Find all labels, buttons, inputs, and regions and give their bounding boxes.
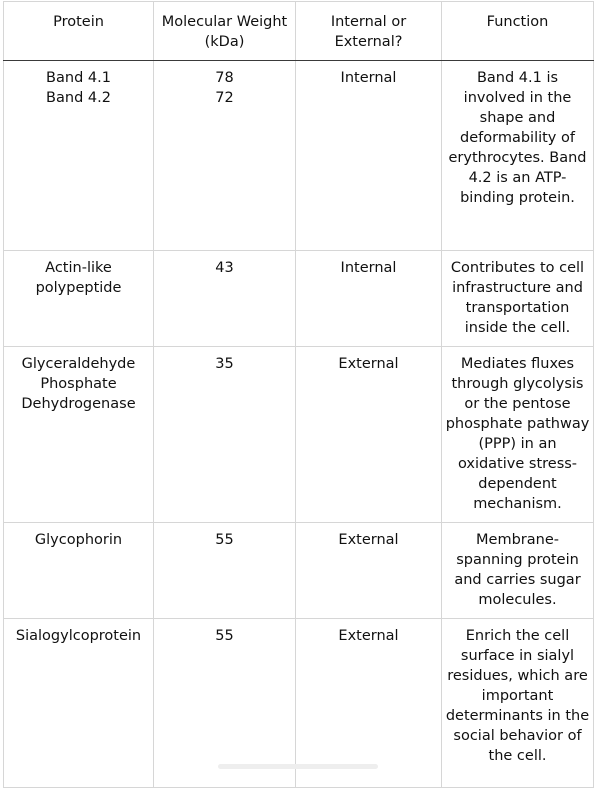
- header-protein: Protein: [4, 2, 154, 61]
- cell-function: Enrich the cell surface in sialyl residues, which are important determinants in the social behavior of the cell.: [442, 619, 594, 788]
- table-row: [4, 61, 594, 251]
- cell-protein: Actin-like polypeptide: [4, 251, 154, 347]
- cell-location: External: [296, 347, 442, 523]
- horizontal-scrollbar[interactable]: [218, 764, 378, 769]
- cell-function: Band 4.1 is involved in the shape and deformability of erythrocytes. Band 4.2 is an ATP-binding protein.: [442, 61, 594, 251]
- cell-molecular-weight: 55: [154, 523, 296, 619]
- header-molecular-weight: Molecular Weight (kDa): [154, 2, 296, 61]
- table-row: [4, 619, 594, 788]
- cell-molecular-weight: 43: [154, 251, 296, 347]
- cell-function: Membrane-spanning protein and carries sugar molecules.: [442, 523, 594, 619]
- header-location: Internal or External?: [296, 2, 442, 61]
- cell-function: Mediates fluxes through glycolysis or the pentose phosphate pathway (PPP) in an oxidative stress-dependent mechanism.: [442, 347, 594, 523]
- cell-location: Internal: [296, 251, 442, 347]
- cell-protein: Glyceraldehyde Phosphate Dehydrogenase: [4, 347, 154, 523]
- cell-protein: Band 4.1 Band 4.2: [4, 61, 154, 251]
- cell-molecular-weight: 55: [154, 619, 296, 788]
- cell-location: External: [296, 619, 442, 788]
- cell-location: Internal: [296, 61, 442, 251]
- table-row: [4, 347, 594, 523]
- cell-protein: Sialogylcoprotein: [4, 619, 154, 788]
- table-row: [4, 523, 594, 619]
- protein-table: [3, 1, 594, 788]
- cell-protein: Glycophorin: [4, 523, 154, 619]
- header-function: Function: [442, 2, 594, 61]
- table-row: [4, 251, 594, 347]
- header-row: [4, 2, 594, 61]
- cell-molecular-weight: 78 72: [154, 61, 296, 251]
- cell-molecular-weight: 35: [154, 347, 296, 523]
- cell-function: Contributes to cell infrastructure and transportation inside the cell.: [442, 251, 594, 347]
- cell-location: External: [296, 523, 442, 619]
